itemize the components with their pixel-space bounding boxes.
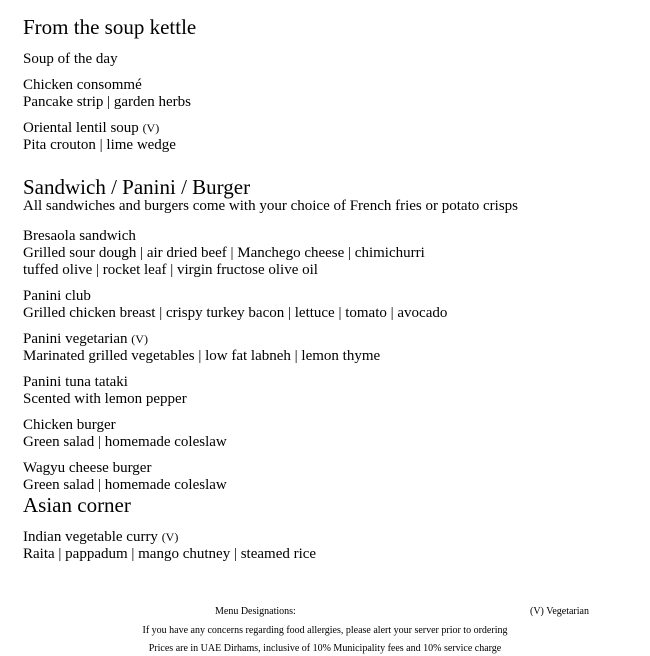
menu-item-name: Soup of the day <box>23 51 118 67</box>
vegetarian-marker: (V) <box>161 530 179 544</box>
menu-item-description: Scented with lemon pepper <box>23 391 187 407</box>
vegetarian-legend: (V) Vegetarian <box>530 606 589 617</box>
menu-item-description: Marinated grilled vegetables | low fat labneh | lemon thyme <box>23 348 381 364</box>
menu-item-name <box>23 120 159 137</box>
menu-item-description: Pancake strip | garden herbs <box>23 94 191 110</box>
price-note: Prices are in UAE Dirhams, inclusive of 10% Municipality fees and 10% service charge <box>148 643 502 654</box>
menu-item-name: Chicken consommé <box>23 77 142 93</box>
menu-item-name: Panini club <box>23 288 91 304</box>
menu-designations-label: Menu Designations: <box>215 606 296 617</box>
menu-item-description: Pita crouton | lime wedge <box>23 137 176 153</box>
menu-item-name: Wagyu cheese burger <box>23 460 152 476</box>
menu-item-name <box>23 331 148 348</box>
section-note: All sandwiches and burgers come with your choice of French fries or potato crisps <box>23 198 519 214</box>
menu-item-description: tuffed olive | rocket leaf | virgin fructose olive oil <box>23 262 318 278</box>
menu-item-description: Grilled sour dough | air dried beef | Manchego cheese | chimichurri <box>23 245 425 261</box>
menu-item-name-text: Oriental lentil soup <box>23 120 139 136</box>
menu-item-description: Green salad | homemade coleslaw <box>23 434 227 450</box>
menu-item-description: Raita | pappadum | mango chutney | steamed rice <box>23 546 317 562</box>
vegetarian-marker: (V) <box>131 332 148 346</box>
menu-item-name: Bresaola sandwich <box>23 228 136 244</box>
section-title: Sandwich / Panini / Burger <box>23 175 251 199</box>
section-title: From the soup kettle <box>23 15 197 39</box>
menu-item-name-text: Panini vegetarian <box>23 331 128 347</box>
vegetarian-marker: (V) <box>142 121 160 135</box>
menu-item-description: Green salad | homemade coleslaw <box>23 477 227 493</box>
menu-item-name <box>23 529 178 546</box>
menu-item-name: Panini tuna tataki <box>23 374 128 390</box>
menu-item-name: Chicken burger <box>23 417 116 433</box>
menu-item-description: Grilled chicken breast | crispy turkey bacon | lettuce | tomato | avocado <box>23 305 448 321</box>
section-title: Asian corner <box>23 493 131 517</box>
menu-item-name-text: Indian vegetable curry <box>23 529 158 545</box>
allergy-note: If you have any concerns regarding food allergies, please alert your server prior to ordering <box>142 625 508 636</box>
